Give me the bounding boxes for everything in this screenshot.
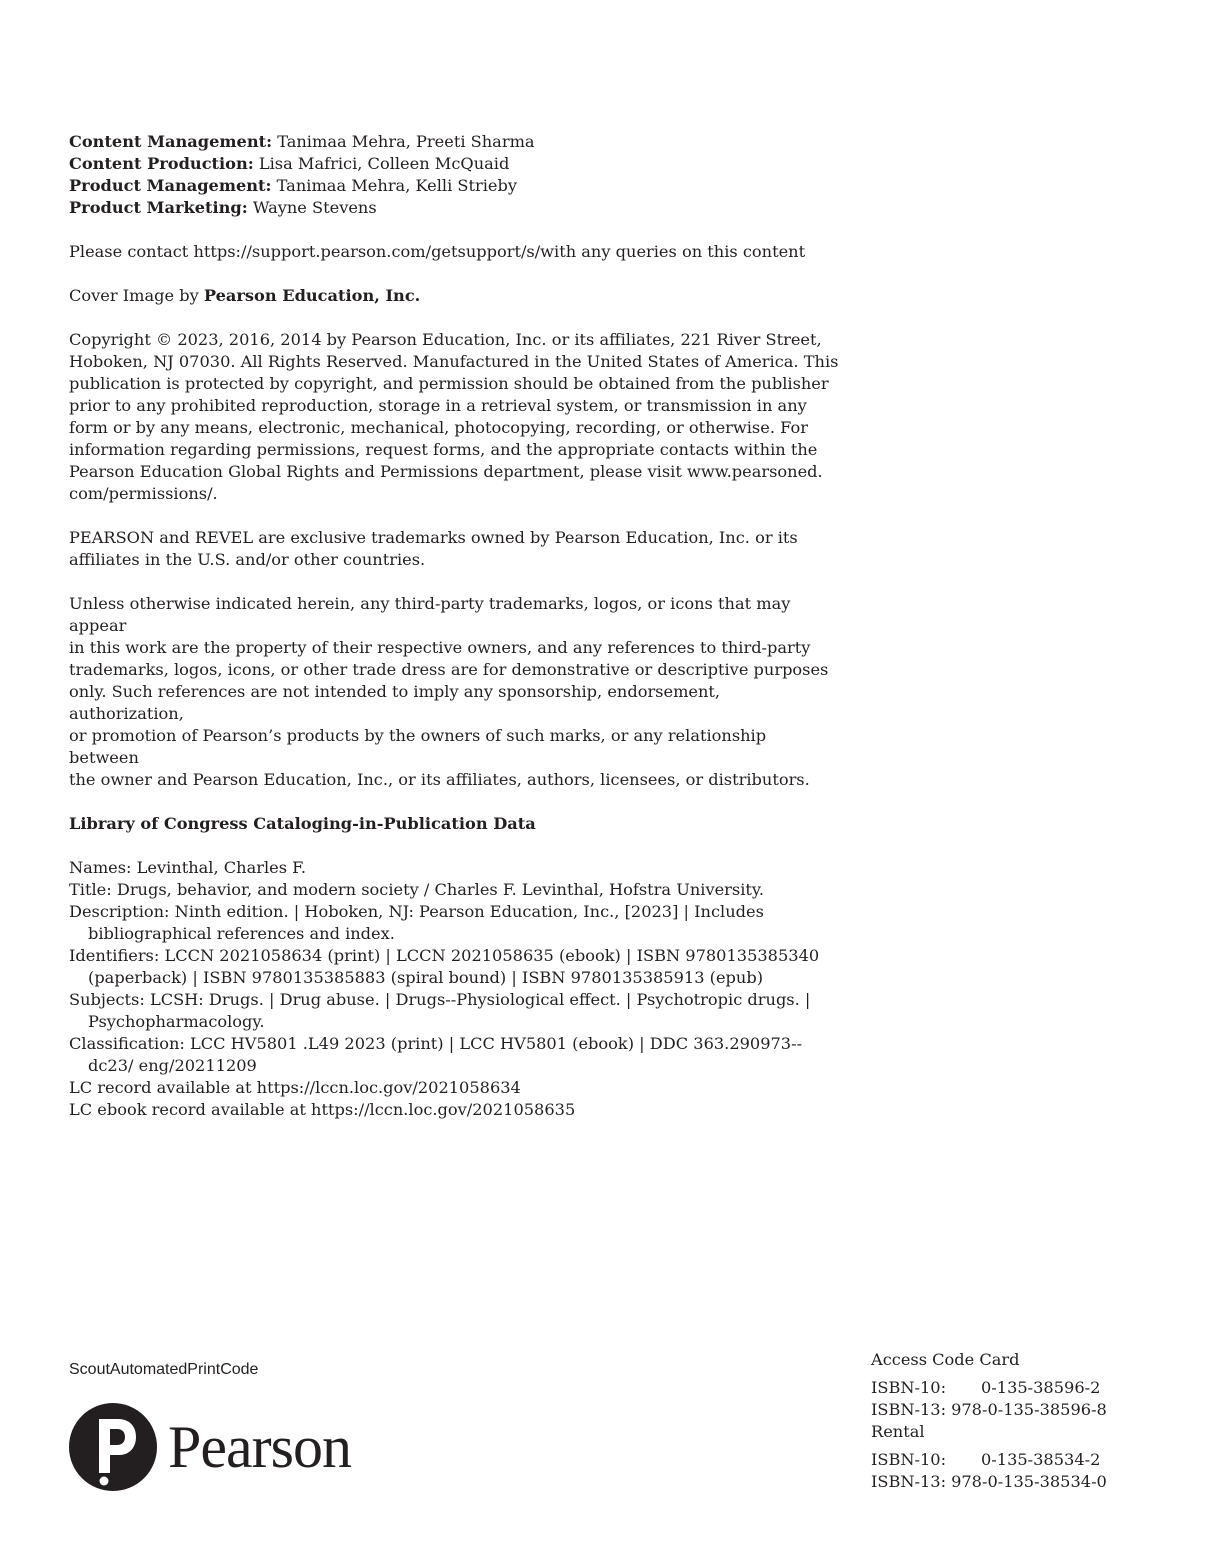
cip-entry: Classification: LCC HV5801 .L49 2023 (print) | LCC HV5801 (ebook) | DDC 363.290973--dc23/ eng/20211209 xyxy=(69,1034,803,1075)
isbn-block xyxy=(871,1349,1107,1493)
contact-line: Please contact https://support.pearson.com/getsupport/s/with any queries on this content xyxy=(69,242,806,261)
cip-entry: LC record available at https://lccn.loc.gov/2021058634 xyxy=(69,1078,521,1097)
pearson-wordmark: Pearson xyxy=(168,1414,351,1480)
pearson-p-icon xyxy=(68,1399,158,1495)
print-code: ScoutAutomatedPrintCode xyxy=(69,1361,259,1378)
cip-entry: Subjects: LCSH: Drugs. | Drug abuse. | Drugs--Physiological effect. | Psychotropic drugs. | Psychopharmacology. xyxy=(69,990,811,1031)
access-code-label: Access Code Card xyxy=(871,1350,1020,1369)
credit-line: Product Marketing: Wayne Stevens xyxy=(69,198,377,217)
isbn-row: ISBN-13: 978-0-135-38534-0 xyxy=(871,1472,1107,1491)
cip-entry: Identifiers: LCCN 2021058634 (print) | LCCN 2021058635 (ebook) | ISBN 9780135385340 (paperback) | ISBN 9780135385883 (spiral bound) | ISBN 9780135385913 (epub) xyxy=(69,946,820,987)
cip-entry: Names: Levinthal, Charles F. xyxy=(69,858,307,877)
rental-label: Rental xyxy=(871,1422,925,1441)
third-party-notice: Unless otherwise indicated herein, any third-party trademarks, logos, or icons that may appear in this work are the property of their respective owners, and any references to third-party trademarks, logos, icons, or other trade dress are for demonstrative or descriptive purposes only. Such references are not intended to imply any sponsorship, endorsement, authorization, or promotion of Pearson’s products by the owners of such marks, or any relationship between the owner and Pearson Education, Inc., or its affiliates, authors, licensees, or distributors. xyxy=(69,594,829,789)
cip-entry: Title: Drugs, behavior, and modern society / Charles F. Levinthal, Hofstra University. xyxy=(69,880,765,899)
isbn-row: ISBN-10: 0-135-38596-2 xyxy=(871,1378,1101,1397)
copyright-notice: Copyright © 2023, 2016, 2014 by Pearson Education, Inc. or its affiliates, 221 River Street, Hoboken, NJ 07030. All Rights Reserved. Manufactured in the United States of America. This publication is protected by copyright, and permission should be obtained from the publisher prior to any prohibited reproduction, storage in a retrieval system, or transmission in any form or by any means, electronic, mechanical, photocopying, recording, or otherwise. For information regarding permissions, request forms, and the appropriate contacts within the Pearson Education Global Rights and Permissions department, please visit www.pearsoned. com/permissions/. xyxy=(69,330,839,503)
credit-line: Product Management: Tanimaa Mehra, Kelli Strieby xyxy=(69,176,518,195)
cip-entry: LC ebook record available at https://lccn.loc.gov/2021058635 xyxy=(69,1100,576,1119)
copyright-page xyxy=(69,131,839,1121)
pearson-logo xyxy=(68,1399,388,1495)
credit-line: Content Management: Tanimaa Mehra, Preeti Sharma xyxy=(69,132,535,151)
isbn-row: ISBN-10: 0-135-38534-2 xyxy=(871,1450,1101,1469)
cip-entries xyxy=(69,857,839,1121)
cip-title: Library of Congress Cataloging-in-Publication Data xyxy=(69,814,536,833)
credits-block xyxy=(69,131,839,219)
isbn-row: ISBN-13: 978-0-135-38596-8 xyxy=(871,1400,1107,1419)
credit-line: Content Production: Lisa Mafrici, Colleen McQuaid xyxy=(69,154,510,173)
cover-credit: Cover Image by Pearson Education, Inc. xyxy=(69,286,421,305)
trademark-notice: PEARSON and REVEL are exclusive trademarks owned by Pearson Education, Inc. or its affiliates in the U.S. and/or other countries. xyxy=(69,528,798,569)
cip-entry: Description: Ninth edition. | Hoboken, NJ: Pearson Education, Inc., [2023] | Includes bibliographical references and index. xyxy=(69,902,764,943)
